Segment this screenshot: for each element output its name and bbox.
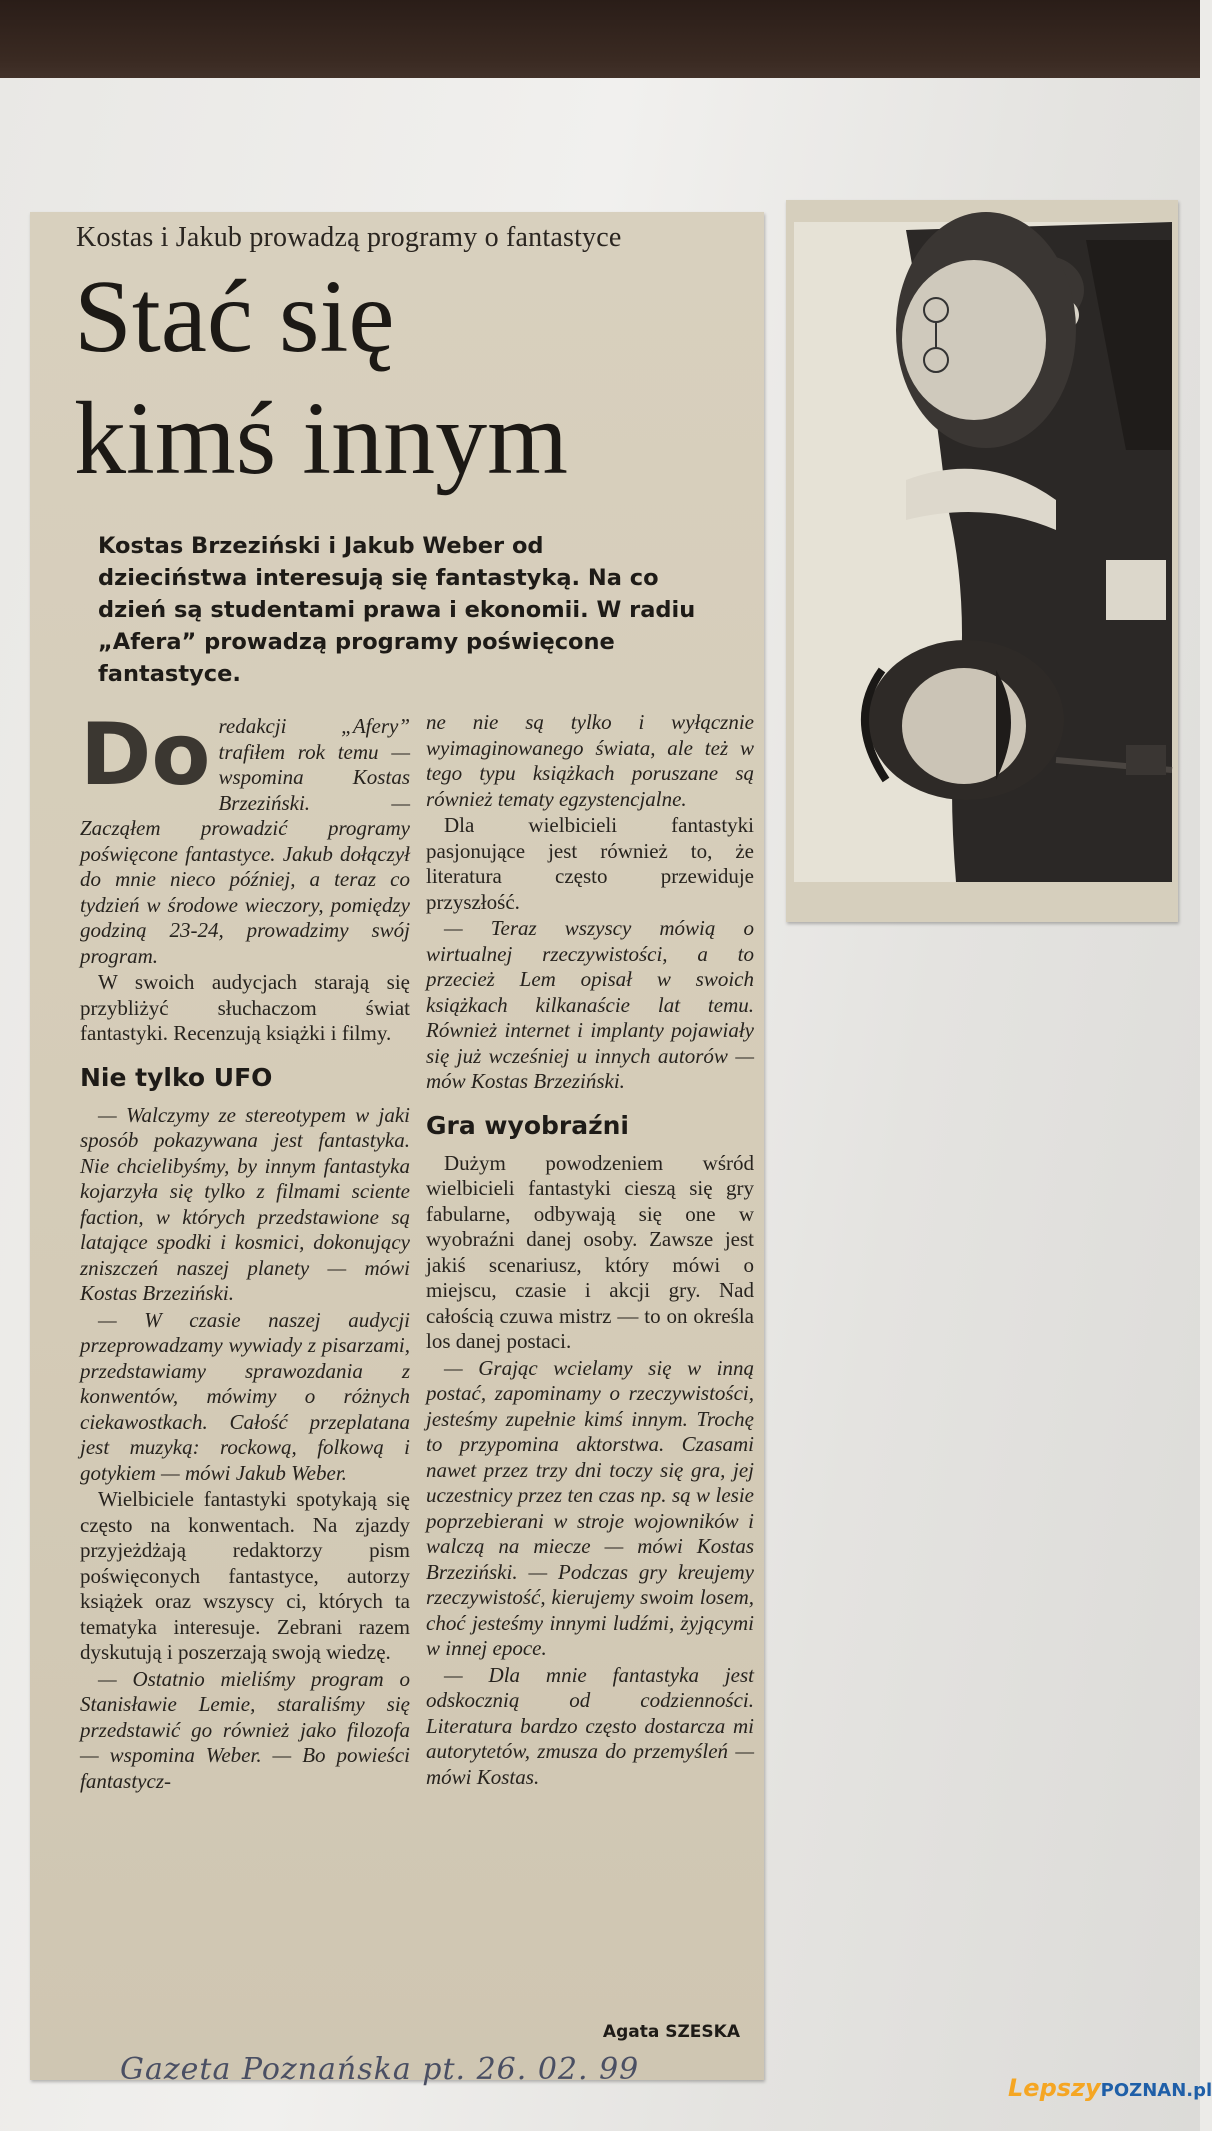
article-column-left bbox=[80, 705, 410, 1795]
headline-line-1: Stać się bbox=[74, 259, 395, 374]
paragraph: — W czasie naszej audycji przeprowadzamy wywiady z pisarzami, przedstawiamy sprawozdania z konwentów, mówimy o różnych ciekawostkach. Całość przeplatana jest muzyką: rockową, folkową i gotykiem — mówi Jakub Weber. bbox=[80, 1307, 410, 1485]
watermark-part-2: POZNAN.pl bbox=[1100, 2080, 1212, 2101]
paragraph: Wielbiciele fantastyki spotykają się często na konwentach. Na zjazdy przyjeżdżają redaktorzy pism poświęconych fantastyce, autorzy książek oraz wszyscy ci, których ta tematyka interesuje. Zebrani razem dyskutują i poszerzają swoją wiedzę. bbox=[80, 1487, 410, 1664]
paragraph: Dla wielbicieli fantastyki pasjonujące jest również to, że literatura często przewiduje przyszłość. bbox=[426, 813, 754, 914]
paragraph: — Walczymy ze stereotypem w jaki sposób pokazywana jest fantastyka. Nie chcielibyśmy, by innym fantastyka kojarzyła się tylko z filmami sciente faction, w których przedstawione są latające spodki i kosmici, dokonujący zniszczeń naszej planety — mówi Kostas Brzeziński. bbox=[80, 1102, 410, 1305]
paragraph: — Ostatnio mieliśmy program o Stanisławie Lemie, staraliśmy się przedstawić go również jako filozofa — wspomina Weber. — Bo powieści fantastycz- bbox=[80, 1666, 410, 1793]
paragraph: — Grając wcielamy się w inną postać, zapominamy o rzeczywistości, jesteśmy zupełnie kimś innym. Trochę to przypomina aktorstwa. Czasami nawet przez trzy dni toczy się gra, jej uczestnicy przez ten czas np. są w lesie poprzebierani w stroje wojowników i walczą na miecze — mówi Kostas Brzeziński. — Podczas gry kreujemy rzeczywistość, kierujemy swoim losem, choć jesteśmy innymi ludźmi, żyjącymi w innej epoce. bbox=[426, 1355, 754, 1660]
article-kicker: Kostas i Jakub prowadzą programy o fantastyce bbox=[76, 222, 622, 253]
article-headline bbox=[74, 256, 754, 500]
watermark-part-1: Lepszy bbox=[1008, 2074, 1101, 2102]
paragraph: — Dla mnie fantastyka jest odskocznią od codzienności. Literatura bardzo często dostarcza mi autorytetów, zmusza do przemyśleń — mówi Kostas. bbox=[426, 1662, 754, 1789]
paragraph: — Teraz wszyscy mówią o wirtualnej rzeczywistości, a to przecież Lem opisał w swoich książkach kilkanaście lat temu. Również internet i implanty pojawiały się już wcześniej u innych autorów — mów Kostas Brzeziński. bbox=[426, 916, 754, 1093]
newspaper-clipping bbox=[30, 212, 764, 2080]
paragraph: W swoich audycjach starają się przybliżyć słuchaczom świat fantastyki. Recenzują książki i filmy. bbox=[80, 970, 410, 1045]
paragraph: Dużym powodzeniem wśród wielbicieli fantastyki cieszą się gry fabularne, odbywają się one w wyobraźni danej osoby. Zawsze jest jakiś scenariusz, który mówi o miejscu, czasie i akcji gry. Nad całością czuwa mistrz — to on określa los danej postaci. bbox=[426, 1150, 754, 1353]
site-watermark bbox=[1008, 2074, 1212, 2102]
paragraph: ne nie są tylko i wyłącznie wyimaginowanego świata, ale też w tego typu książkach poruszane są również tematy egzystencjalne. bbox=[426, 710, 754, 811]
article-column-right bbox=[426, 710, 754, 1791]
handwritten-source-note: Gazeta Poznańska pt. 26. 02. 99 bbox=[120, 2052, 640, 2087]
paragraph: redakcji „Afery” trafiłem rok temu — wspomina Kostas Brzeziński. — Zacząłem prowadzić programy poświęcone fantastyce. Jakub dołączył do mnie nieco później, a teraz co tydzień w środowe wieczory, pomiędzy godziną 23-24, prowadzimy swój program. bbox=[80, 714, 410, 968]
headline-line-2: kimś innym bbox=[74, 381, 569, 496]
section-subhead: Nie tylko UFO bbox=[80, 1062, 273, 1092]
photo-clipping bbox=[786, 200, 1178, 922]
photo-of-two-hosts bbox=[786, 200, 1178, 922]
article-lead: Kostas Brzeziński i Jakub Weber od dzieciństwa interesują się fantastyką. Na co dzień są studentami prawa i ekonomii. W radiu „Afera” prowadzą programy poświęcone fantastyce. bbox=[98, 533, 696, 687]
drop-cap: Do bbox=[80, 705, 211, 805]
article-byline: Agata SZESKA bbox=[602, 2022, 740, 2042]
section-subhead: Gra wyobraźni bbox=[426, 1110, 630, 1140]
